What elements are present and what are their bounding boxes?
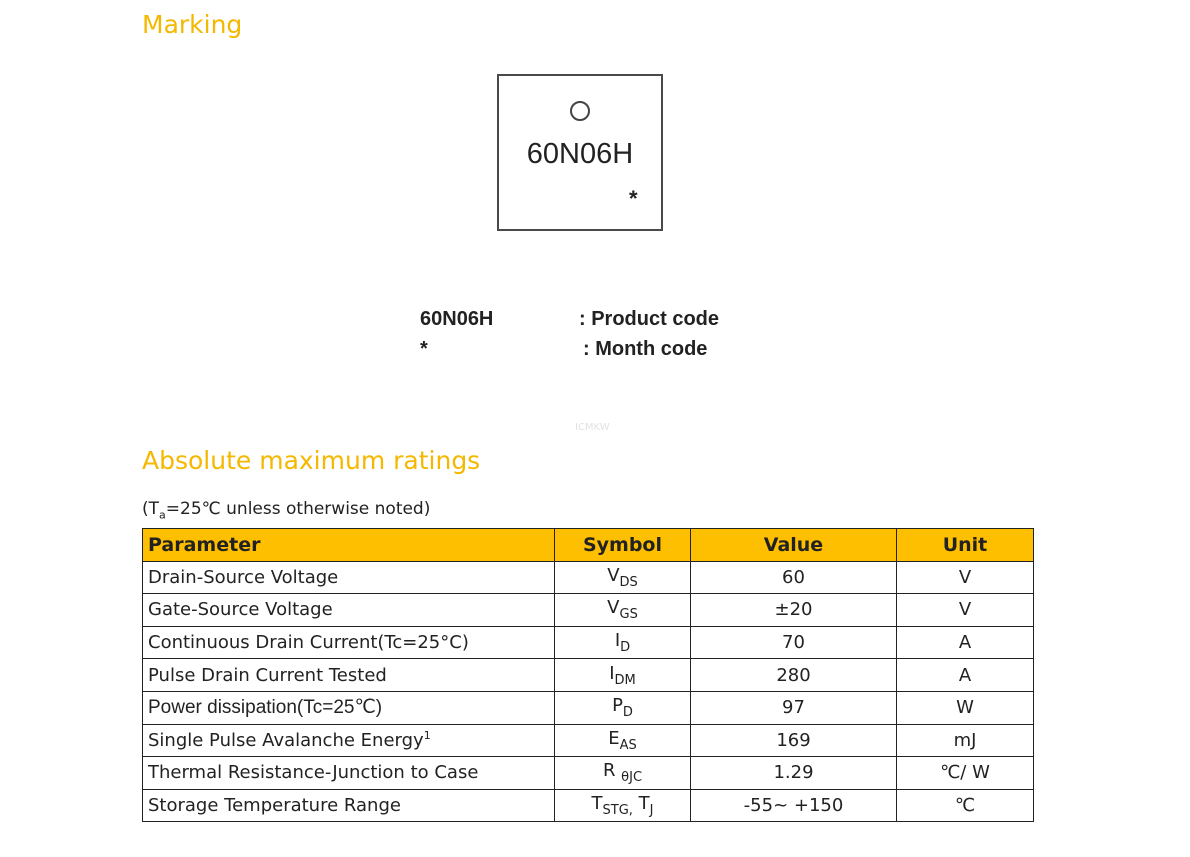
symbol-main: V [607,597,620,619]
symbol-sub: θJC [621,770,643,786]
note-suffix: =25℃ unless otherwise noted) [165,499,431,519]
table-row [143,691,1034,724]
symbol-main: R [602,760,622,782]
symbol-main: V [607,564,620,586]
legend-month-key: * [420,338,428,360]
header-parameter: Parameter [143,529,555,562]
value-cell: -55~ +150 [691,789,897,822]
value-cell: 70 [691,626,897,659]
param-footnote: 1 [423,729,431,743]
pin1-dot-icon [570,101,590,121]
header-value: Value [691,529,897,562]
param-cell: Gate-Source Voltage [143,594,555,627]
value-cell: 1.29 [691,757,897,790]
note-prefix: (T [142,499,160,519]
symbol-main: I [609,662,615,684]
chip-month-mark: * [629,186,638,211]
table-row [143,561,1034,594]
unit-cell: V [897,594,1034,627]
value-cell: 169 [691,724,897,757]
symbol-cell [555,789,691,822]
table-row [143,594,1034,627]
unit-cell: W [897,691,1034,724]
unit-cell: ℃ [897,789,1034,822]
symbol-sub-2: J [649,803,654,819]
unit-cell: mJ [897,724,1034,757]
table-row [143,659,1034,692]
param-cell: Continuous Drain Current(Tc=25°C) [143,626,555,659]
symbol-sub: DS [619,574,638,590]
ratings-table [142,528,1034,822]
symbol-cell [555,561,691,594]
note-sub: a [159,508,166,522]
param-cell: Pulse Drain Current Tested [143,659,555,692]
unit-cell: ℃/ W [897,757,1034,790]
watermark: ICMKW [575,422,610,433]
symbol-sub: GS [619,607,638,623]
symbol-cell [555,594,691,627]
param-cell: Drain-Source Voltage [143,561,555,594]
table-row [143,757,1034,790]
param-text: Single Pulse Avalanche Energy [148,730,424,752]
legend-product-key: 60N06H [420,308,494,330]
table-row [143,724,1034,757]
param-cell: Power dissipation(Tc=25℃) [143,691,555,724]
ratings-title: Absolute maximum ratings [142,446,481,475]
table-header-row [143,529,1034,562]
legend-product-value: : Product code [579,308,720,330]
symbol-sub: D [622,705,633,721]
value-cell: 60 [691,561,897,594]
symbol-main: E [608,727,620,749]
symbol-main: P [612,695,623,717]
param-cell: Thermal Resistance-Junction to Case [143,757,555,790]
unit-cell: A [897,626,1034,659]
marking-title: Marking [142,10,243,39]
header-symbol: Symbol [555,529,691,562]
symbol-sub: AS [619,737,637,753]
value-cell: ±20 [691,594,897,627]
symbol-cell [555,626,691,659]
header-unit: Unit [897,529,1034,562]
legend-month-value: : Month code [583,338,708,360]
value-cell: 280 [691,659,897,692]
symbol-main: I [614,630,621,652]
table-row [143,789,1034,822]
symbol-sub: D [620,640,631,656]
symbol-main: T [591,793,603,815]
symbol-cell [555,724,691,757]
symbol-main-2: T [632,793,650,815]
table-row [143,626,1034,659]
symbol-sub: DM [614,672,636,688]
chip-marking-diagram [497,74,663,231]
value-cell: 97 [691,691,897,724]
unit-cell: A [897,659,1034,692]
symbol-sub: STG, [602,803,633,819]
param-cell: Storage Temperature Range [143,789,555,822]
symbol-cell [555,659,691,692]
symbol-cell [555,691,691,724]
unit-cell: V [897,561,1034,594]
param-cell [143,724,555,757]
chip-code-text: 60N06H [526,138,634,170]
symbol-cell [555,757,691,790]
conditions-note [142,499,430,521]
